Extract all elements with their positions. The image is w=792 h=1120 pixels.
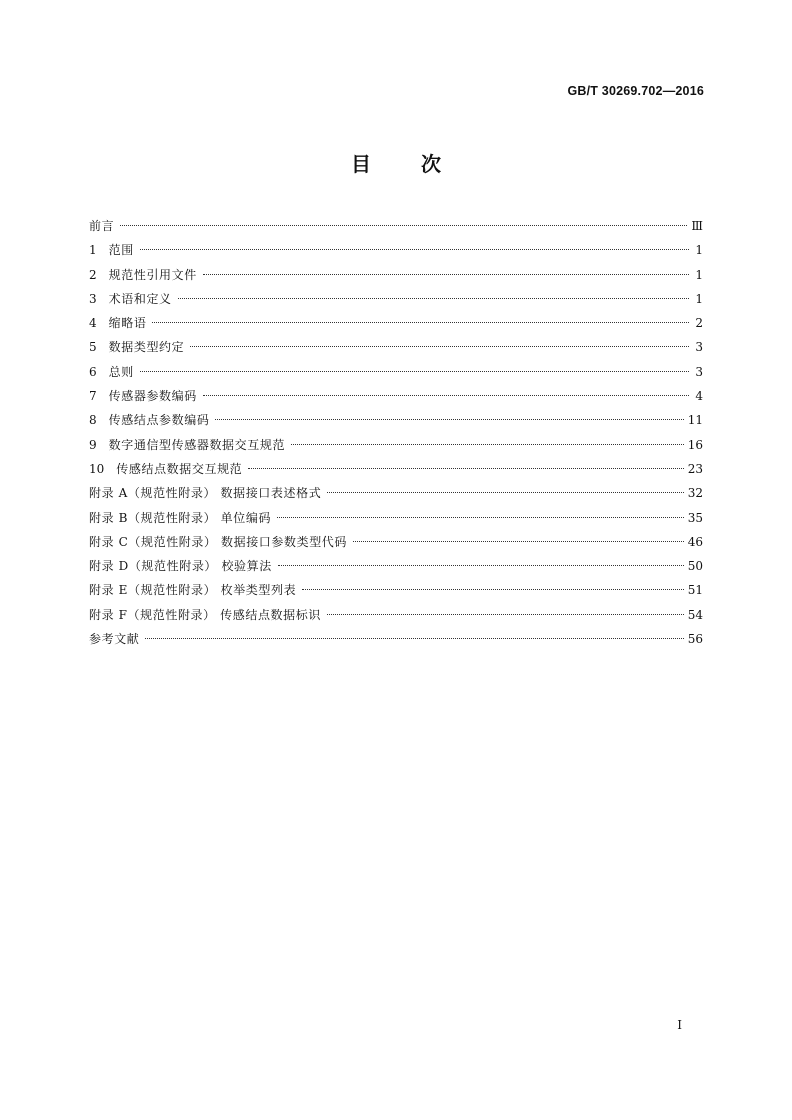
toc-number: 2 xyxy=(89,267,97,282)
toc-label: 总则 xyxy=(108,364,134,379)
toc-number: 3 xyxy=(89,291,97,306)
toc-leader xyxy=(327,614,684,615)
toc-leader xyxy=(248,468,683,469)
toc-leader xyxy=(203,274,689,275)
toc-entry-appendix-c[interactable] xyxy=(89,530,703,554)
toc-label: 附录 E（规范性附录） 枚举类型列表 xyxy=(89,583,297,598)
toc-leader xyxy=(152,322,689,323)
toc-label: 传感结点数据交互规范 xyxy=(116,461,243,476)
toc-label: 传感器参数编码 xyxy=(108,389,197,404)
toc-entry-1[interactable] xyxy=(89,238,703,262)
toc-page-number: 2 xyxy=(695,316,703,331)
toc-leader xyxy=(302,589,684,590)
toc-label: 附录 A（规范性附录） 数据接口表述格式 xyxy=(89,486,322,501)
toc-number: 4 xyxy=(89,316,97,331)
title-char-2: 次 xyxy=(421,152,441,176)
toc-leader xyxy=(178,298,689,299)
toc-page-number: 35 xyxy=(687,510,703,525)
toc-page-number: 50 xyxy=(687,559,703,574)
toc-label: 范围 xyxy=(108,243,134,258)
toc-label: 参考文献 xyxy=(89,632,140,647)
toc-number: 9 xyxy=(89,437,97,452)
toc-leader xyxy=(145,638,683,639)
toc-page-number: 23 xyxy=(687,461,703,476)
toc-page-number: 46 xyxy=(687,534,703,549)
toc-entry-appendix-f[interactable] xyxy=(89,603,703,627)
toc-label: 附录 C（规范性附录） 数据接口参数类型代码 xyxy=(89,534,348,549)
toc-leader xyxy=(327,492,683,493)
toc-leader xyxy=(203,395,689,396)
toc-entry-6[interactable] xyxy=(89,360,703,384)
toc-entry-appendix-a[interactable] xyxy=(89,481,703,505)
toc-leader xyxy=(140,249,689,250)
toc-number: 5 xyxy=(89,340,97,355)
toc-leader xyxy=(120,225,687,226)
toc-label: 传感结点参数编码 xyxy=(108,413,210,428)
toc-leader xyxy=(353,541,684,542)
toc-leader xyxy=(291,444,684,445)
toc-page-number: 1 xyxy=(695,243,703,258)
toc-entry-bibliography[interactable] xyxy=(89,627,703,651)
toc-label: 术语和定义 xyxy=(108,291,172,306)
toc-number: 10 xyxy=(89,461,105,476)
toc-entry-appendix-d[interactable] xyxy=(89,554,703,578)
toc-entry-appendix-b[interactable] xyxy=(89,506,703,530)
toc-page-number: 16 xyxy=(687,437,703,452)
toc-label: 附录 B（规范性附录） 单位编码 xyxy=(89,510,272,525)
title-char-1: 目 xyxy=(351,152,371,176)
toc-leader xyxy=(278,565,684,566)
toc-number: 8 xyxy=(89,413,97,428)
toc-entry-8[interactable] xyxy=(89,408,703,432)
toc-leader xyxy=(140,371,689,372)
table-of-contents xyxy=(89,214,703,651)
toc-leader xyxy=(215,419,683,420)
standard-code: GB/T 30269.702—2016 xyxy=(567,84,704,98)
toc-entry-3[interactable] xyxy=(89,287,703,311)
toc-label: 缩略语 xyxy=(108,316,147,331)
page-number: I xyxy=(677,1018,682,1032)
toc-label: 附录 F（规范性附录） 传感结点数据标识 xyxy=(89,607,321,622)
toc-number: 7 xyxy=(89,389,97,404)
toc-page-number: 1 xyxy=(695,291,703,306)
toc-page-number: Ⅲ xyxy=(691,219,703,233)
toc-page-number: 54 xyxy=(687,607,703,622)
toc-page-number: 4 xyxy=(695,389,703,404)
toc-page-number: 51 xyxy=(687,583,703,598)
toc-label: 前言 xyxy=(89,219,115,233)
toc-leader xyxy=(190,346,689,347)
page-title xyxy=(0,150,792,178)
toc-page-number: 11 xyxy=(687,413,703,428)
toc-page-number: 56 xyxy=(687,632,703,647)
toc-entry-7[interactable] xyxy=(89,384,703,408)
toc-entry-foreword[interactable] xyxy=(89,214,703,238)
toc-entry-4[interactable] xyxy=(89,311,703,335)
toc-label: 数字通信型传感器数据交互规范 xyxy=(108,437,286,452)
toc-label: 附录 D（规范性附录） 校验算法 xyxy=(89,559,272,574)
toc-leader xyxy=(277,517,684,518)
toc-entry-9[interactable] xyxy=(89,433,703,457)
toc-entry-appendix-e[interactable] xyxy=(89,578,703,602)
toc-entry-2[interactable] xyxy=(89,263,703,287)
toc-page-number: 32 xyxy=(687,486,703,501)
toc-number: 1 xyxy=(89,243,97,258)
toc-number: 6 xyxy=(89,364,97,379)
toc-page-number: 3 xyxy=(695,364,703,379)
toc-label: 数据类型约定 xyxy=(108,340,185,355)
toc-entry-10[interactable] xyxy=(89,457,703,481)
toc-label: 规范性引用文件 xyxy=(108,267,197,282)
toc-entry-5[interactable] xyxy=(89,335,703,359)
toc-page-number: 3 xyxy=(695,340,703,355)
toc-page-number: 1 xyxy=(695,267,703,282)
